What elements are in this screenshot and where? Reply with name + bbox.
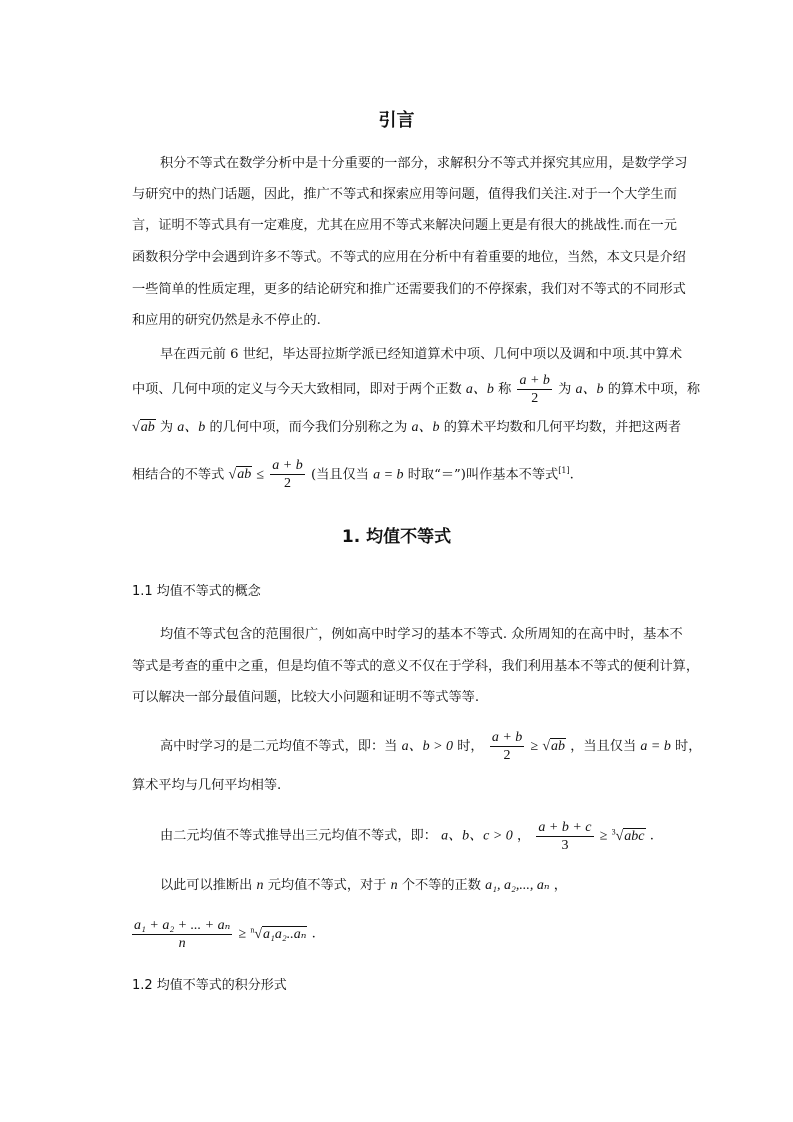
text-span: 由二元均值不等式推导出三元均值不等式，即： <box>160 828 437 844</box>
text-span: (当且仅当 <box>310 467 369 483</box>
text-span: 称 <box>498 382 512 397</box>
intro-p2-line: 早在西元前 6 世纪，毕达哥拉斯学派已经知道算术中项、几何中项以及调和中项.其中算术 <box>160 347 683 362</box>
nth-root: $^n$√a₁a₂..aₙ <box>250 925 307 942</box>
radicand: ab <box>140 420 155 435</box>
geq-sign: ≥ <box>530 739 539 754</box>
math-a-eq-b: a = b <box>373 467 404 483</box>
intro-p1-line: 和应用的研究仍然是永不停止的. <box>132 313 321 328</box>
text-span: 元均值不等式，对于 <box>267 878 387 893</box>
intro-title: 引言 <box>378 110 415 131</box>
section-p1-line: 均值不等式包含的范围很广，例如高中时学习的基本不等式. 众所周知的在高中时，基本不 <box>160 627 683 642</box>
text-span: 时取“＝”)叫作基本不等式 <box>407 467 559 483</box>
radicand: ab <box>551 739 566 754</box>
text-span: 高中时学习的是二元均值不等式，即：当 <box>160 739 398 754</box>
math-n: n <box>390 878 398 893</box>
text-span: ， <box>517 828 531 844</box>
text-span: 的几何中项，而今我们分别称之为 <box>209 420 408 435</box>
math-abc-positive: a、b、c > 0 <box>441 828 513 844</box>
math-ab-positive: a、b > 0 <box>401 739 454 754</box>
fraction-denominator: n <box>178 935 186 951</box>
fraction-numerator: a + b <box>272 458 303 474</box>
fraction-denominator: 2 <box>503 748 511 763</box>
text-span: . <box>311 926 316 942</box>
text-span: 为 <box>558 382 572 397</box>
sqrt-ab: √ab <box>132 420 155 435</box>
fraction-denominator: 2 <box>284 476 292 492</box>
radicand: a₁a₂..aₙ <box>263 926 307 942</box>
fraction-a-plus-b-plus-c-over-3 <box>536 819 593 854</box>
fraction-denominator: 3 <box>561 837 569 853</box>
geq-sign: ≥ <box>238 926 247 942</box>
intro-p1-line: 函数积分学中会遇到许多不等式。不等式的应用在分析中有着重要的地位，当然，本文只是介绍 <box>132 250 686 265</box>
math-a-eq-b: a = b <box>640 739 671 754</box>
text-span: ， <box>553 878 567 893</box>
radicand: abc <box>624 828 645 844</box>
fraction-numerator: a + b <box>519 373 550 388</box>
text-span: 的算术平均数和几何平均数，并把这两者 <box>443 420 682 435</box>
math-ab: a、b <box>411 420 440 435</box>
fraction-a-plus-b-over-2 <box>517 372 551 407</box>
intro-p1-line: 言，证明不等式具有一定难度，尤其在应用不等式来解决问题上更是有很大的挑战性.而在一元 <box>132 218 677 233</box>
math-n: n <box>256 878 264 893</box>
intro-p1-line: 一些简单的性质定理，更多的结论研究和推广还需要我们的不停探索，我们对不等式的不同形式 <box>132 282 686 297</box>
math-sequence: a₁, a₂,..., aₙ <box>485 878 550 893</box>
math-ab: a、b <box>465 382 494 397</box>
sqrt-ab: √ab <box>228 467 252 483</box>
text-span: 个不等的正数 <box>401 878 481 893</box>
text-span: ，当且仅当 <box>570 739 637 754</box>
fraction-sum-over-n <box>132 917 232 952</box>
text-span: 中项、几何中项的定义与今天大致相同，即对于两个正数 <box>132 382 462 397</box>
radicand: ab <box>237 467 252 483</box>
section-p3-line <box>160 812 690 857</box>
section-p1-line: 可以解决一部分最值问题，比较大小问题和证明不等式等等. <box>132 690 480 705</box>
text-span: . <box>569 467 574 483</box>
section-p2-line <box>160 727 702 767</box>
fraction-numerator: a + b <box>491 730 523 745</box>
text-span: 时， <box>675 739 702 754</box>
section-p5-line <box>130 910 660 955</box>
section-p2-line: 算术平均与几何平均相等. <box>132 778 282 793</box>
subsection-title: 1.2 均值不等式的积分形式 <box>132 978 287 993</box>
text-span: . <box>649 828 654 844</box>
intro-p2-line <box>132 451 662 495</box>
fraction-numerator: a + b + c <box>538 819 592 835</box>
intro-p1-line: 积分不等式在数学分析中是十分重要的一部分，求解积分不等式并探究其应用，是数学学习 <box>160 156 688 171</box>
subsection-title: 1.1 均值不等式的概念 <box>132 584 261 599</box>
root-index: n <box>250 925 255 934</box>
section-title: 1. 均值不等式 <box>341 527 452 547</box>
fraction-denominator: 2 <box>531 391 539 406</box>
text-span: 的算术中项，称 <box>607 382 701 397</box>
cube-root-abc: $^3$√abc <box>611 827 645 844</box>
intro-p2-line <box>132 370 701 410</box>
fraction-a-plus-b-over-2 <box>270 457 304 492</box>
text-span: 为 <box>159 420 174 435</box>
fraction-numerator: a₁ + a₂ + ... + aₙ <box>134 917 231 933</box>
math-ab: a、b <box>575 382 604 397</box>
text-span: 以此可以推断出 <box>160 878 253 893</box>
text-span: 相结合的不等式 <box>132 467 225 483</box>
geq-sign: ≥ <box>599 828 608 844</box>
intro-p2-line <box>132 419 682 437</box>
section-p4-line <box>160 877 690 895</box>
section-p1-line: 等式是考查的重中之重，但是均值不等式的意义不仅在于学科，我们利用基本不等式的便利计算， <box>132 659 700 674</box>
fraction-a-plus-b-over-2 <box>490 729 524 764</box>
leq-sign: ≤ <box>256 467 265 483</box>
intro-p1-line: 与研究中的热门话题，因此，推广不等式和探索应用等问题，值得我们关注.对于一个大学生而 <box>132 187 677 202</box>
root-index: 3 <box>611 827 616 836</box>
math-ab: a、b <box>177 420 206 435</box>
text-span: 时， <box>457 739 484 754</box>
sqrt-ab: √ab <box>542 739 566 754</box>
citation: [1] <box>558 466 570 475</box>
